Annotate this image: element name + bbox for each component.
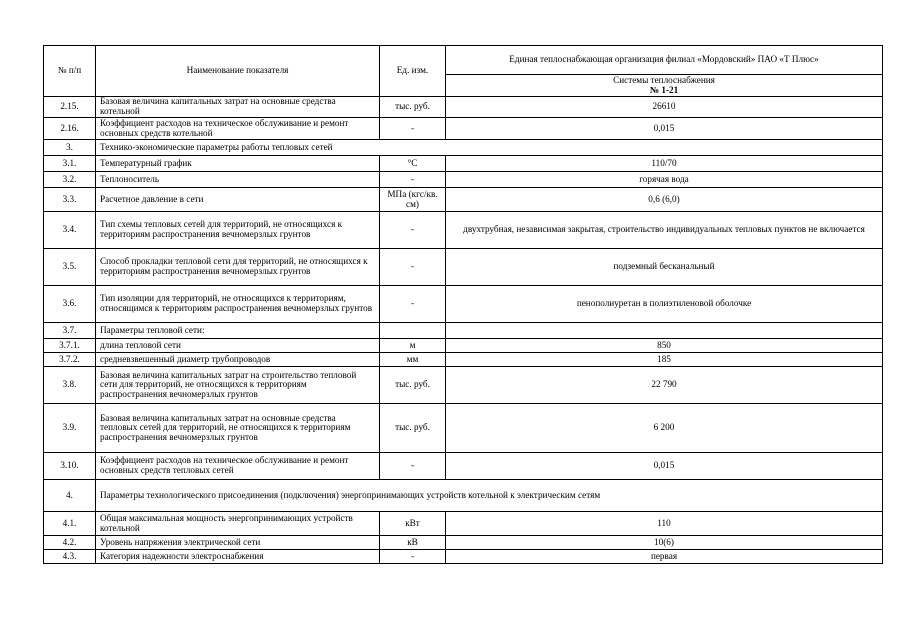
cell-num: 2.15. [44,97,96,118]
cell-num: 2.16. [44,118,96,140]
table-body [44,97,883,564]
cell-value: 185 [446,353,883,367]
cell-value: 0,015 [446,453,883,480]
table-row [44,367,883,404]
cell-name: Тип схемы тепловых сетей для территорий, не относящихся к территориям распространения вечномерзлых грунтов [96,212,380,249]
table-row [44,512,883,536]
header-systems-line1: Системы теплоснабжения [613,74,715,85]
cell-name: Базовая величина капитальных затрат на основные средства котельной [96,97,380,118]
cell-unit: тыс. руб. [380,97,446,118]
cell-num: 4. [44,480,96,512]
cell-num: 3.7.1. [44,339,96,353]
cell-name: Базовая величина капитальных затрат на строительство тепловой сети для территорий, не относящихся к территориям распространения вечномерзлых грунтов [96,367,380,404]
cell-name: Категория надежности электроснабжения [96,550,380,564]
cell-unit: - [380,172,446,188]
table-row [44,118,883,140]
section-row [44,140,883,156]
table-row [44,172,883,188]
cell-name: Тип изоляции для территорий, не относящихся к территориям, относящимся к территориям распространения вечномерзлых грунтов [96,286,380,323]
cell-value: 0,015 [446,118,883,140]
cell-unit: °С [380,156,446,172]
cell-unit: - [380,249,446,286]
header-systems-line2: № 1-21 [649,84,679,95]
cell-name: длина тепловой сети [96,339,380,353]
cell-unit: кВт [380,512,446,536]
cell-num: 3.3. [44,188,96,212]
cell-num: 3.9. [44,404,96,453]
cell-unit: тыс. руб. [380,404,446,453]
table-row [44,550,883,564]
cell-num: 3.8. [44,367,96,404]
cell-unit: мм [380,353,446,367]
cell-num: 3.7.2. [44,353,96,367]
table-row [44,156,883,172]
cell-name: Теплоноситель [96,172,380,188]
cell-name: Базовая величина капитальных затрат на основные средства тепловых сетей для территорий, не относящихся к территориям распространения вечномерзлых грунтов [96,404,380,453]
cell-name: Общая максимальная мощность энергопринимающих устройств котельной [96,512,380,536]
cell-num: 3.1. [44,156,96,172]
header-systems [446,75,883,97]
cell-name: Способ прокладки тепловой сети для территорий, не относящихся к территориям распространения вечномерзлых грунтов [96,249,380,286]
cell-name: Расчетное давление в сети [96,188,380,212]
cell-unit: - [380,453,446,480]
cell-unit: - [380,550,446,564]
table-row [44,188,883,212]
table-row [44,404,883,453]
cell-value: 0,6 (6,0) [446,188,883,212]
table-row [44,339,883,353]
cell-num: 3.4. [44,212,96,249]
cell-value: 850 [446,339,883,353]
cell-unit: - [380,286,446,323]
cell-num: 3.6. [44,286,96,323]
table-row [44,353,883,367]
cell-value: 22 790 [446,367,883,404]
table-row [44,97,883,118]
table-row [44,286,883,323]
cell-unit: МПа (кгс/кв. см) [380,188,446,212]
cell-unit: кВ [380,536,446,550]
cell-value: 26610 [446,97,883,118]
cell-unit: м [380,339,446,353]
cell-value [446,323,883,339]
cell-num: 4.1. [44,512,96,536]
cell-value: пенополиуретан в полиэтиленовой оболочке [446,286,883,323]
cell-value: 6 200 [446,404,883,453]
cell-unit: - [380,118,446,140]
table-row [44,536,883,550]
cell-num: 3.10. [44,453,96,480]
cell-value: подземный бесканальный [446,249,883,286]
cell-value: двухтрубная, независимая закрытая, строительство индивидуальных тепловых пунктов не включается [446,212,883,249]
cell-section-title: Параметры технологического присоединения (подключения) энергопринимающих устройств котельной к электрическим сетям [96,480,883,512]
section-row [44,480,883,512]
cell-section-title: Технико-экономические параметры работы тепловых сетей [96,140,883,156]
table-row [44,453,883,480]
cell-value: 110/70 [446,156,883,172]
cell-name: Коэффициент расходов на техническое обслуживание и ремонт основных средств тепловых сетей [96,453,380,480]
cell-num: 4.2. [44,536,96,550]
cell-value: 110 [446,512,883,536]
header-unit: Ед. изм. [380,46,446,97]
cell-num: 3.7. [44,323,96,339]
cell-value: горячая вода [446,172,883,188]
table-row [44,249,883,286]
cell-name: Уровень напряжения электрической сети [96,536,380,550]
cell-name: Параметры тепловой сети: [96,323,380,339]
indicators-table [43,45,883,564]
cell-num: 3.2. [44,172,96,188]
cell-num: 4.3. [44,550,96,564]
cell-value: 10(6) [446,536,883,550]
cell-unit [380,323,446,339]
cell-name: Температурный график [96,156,380,172]
table-header-row [44,46,883,75]
header-num: № п/п [44,46,96,97]
table-row [44,212,883,249]
cell-unit: - [380,212,446,249]
cell-name: Коэффициент расходов на техническое обслуживание и ремонт основных средств котельной [96,118,380,140]
cell-num: 3. [44,140,96,156]
table-row [44,323,883,339]
cell-num: 3.5. [44,249,96,286]
header-name: Наименование показателя [96,46,380,97]
cell-value: первая [446,550,883,564]
cell-name: средневзвешенный диаметр трубопроводов [96,353,380,367]
cell-unit: тыс. руб. [380,367,446,404]
header-org: Единая теплоснабжающая организация филиал «Мордовский» ПАО «Т Плюс» [446,46,883,75]
